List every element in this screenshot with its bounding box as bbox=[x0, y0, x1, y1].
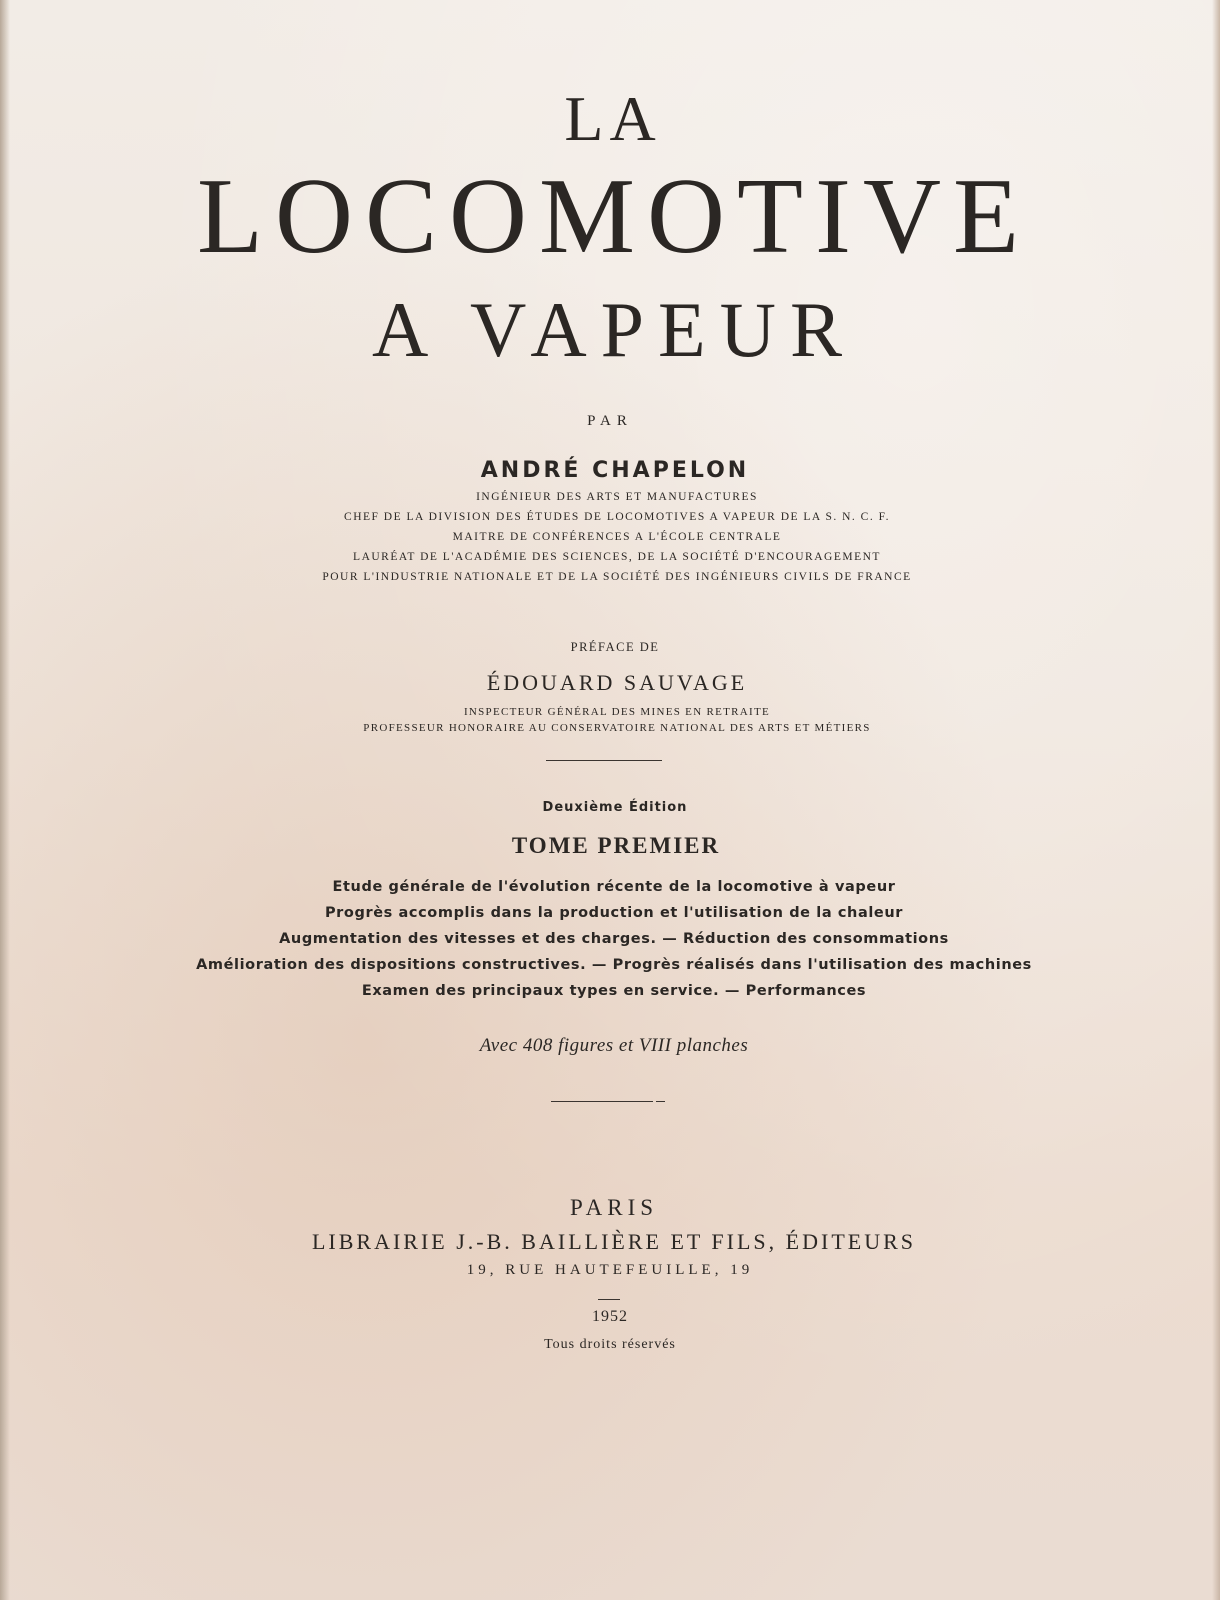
author-name: ANDRÉ CHAPELON bbox=[480, 458, 750, 483]
short-divider bbox=[598, 1299, 620, 1300]
author-credential: POUR L'INDUSTRIE NATIONALE ET DE LA SOCIÉTÉ DES INGÉNIEURS CIVILS DE FRANCE bbox=[322, 571, 912, 583]
contents-line: Progrès accomplis dans la production et l'utilisation de la chaleur bbox=[324, 905, 904, 921]
section-divider bbox=[546, 760, 662, 761]
section-divider bbox=[551, 1101, 653, 1102]
section-divider bbox=[656, 1101, 665, 1102]
contents-line: Augmentation des vitesses et des charges. — Réduction des consommations bbox=[279, 931, 949, 947]
preface-label: PRÉFACE DE bbox=[570, 640, 660, 654]
title-line-locomotive: LOCOMOTIVE bbox=[197, 157, 1031, 276]
contents-line: Amélioration des dispositions constructives. — Progrès réalisés dans l'utilisation des machines bbox=[196, 957, 1032, 973]
author-credential: CHEF DE LA DIVISION DES ÉTUDES DE LOCOMOTIVES A VAPEUR DE LA S. N. C. F. bbox=[344, 511, 890, 523]
title-line-a-vapeur: A VAPEUR bbox=[371, 286, 857, 373]
author-credential: LAURÉAT DE L'ACADÉMIE DES SCIENCES, DE LA SOCIÉTÉ D'ENCOURAGEMENT bbox=[353, 551, 881, 563]
contents-line: Etude générale de l'évolution récente de la locomotive à vapeur bbox=[332, 879, 896, 895]
imprint-address: 19, RUE HAUTEFEUILLE, 19 bbox=[466, 1262, 754, 1278]
illustrations-note: Avec 408 figures et VIII planches bbox=[479, 1035, 749, 1056]
edition-label: Deuxième Édition bbox=[542, 800, 688, 815]
title-line-la: LA bbox=[564, 83, 662, 154]
rights-notice: Tous droits réservés bbox=[544, 1337, 676, 1352]
contents-line: Examen des principaux types en service. — Performances bbox=[361, 983, 867, 999]
imprint-year: 1952 bbox=[592, 1308, 628, 1325]
by-label: PAR bbox=[587, 413, 633, 429]
imprint-publisher: LIBRAIRIE J.-B. BAILLIÈRE ET FILS, ÉDITEURS bbox=[311, 1229, 916, 1254]
preface-credential: PROFESSEUR HONORAIRE AU CONSERVATOIRE NATIONAL DES ARTS ET MÉTIERS bbox=[363, 722, 871, 734]
author-credential: INGÉNIEUR DES ARTS ET MANUFACTURES bbox=[476, 491, 758, 503]
preface-credential: INSPECTEUR GÉNÉRAL DES MINES EN RETRAITE bbox=[463, 706, 771, 718]
author-credential: MAITRE DE CONFÉRENCES A L'ÉCOLE CENTRALE bbox=[452, 531, 782, 543]
preface-author-name: ÉDOUARD SAUVAGE bbox=[486, 670, 748, 695]
imprint-city: PARIS bbox=[569, 1195, 659, 1220]
volume-title: TOME PREMIER bbox=[511, 833, 721, 858]
